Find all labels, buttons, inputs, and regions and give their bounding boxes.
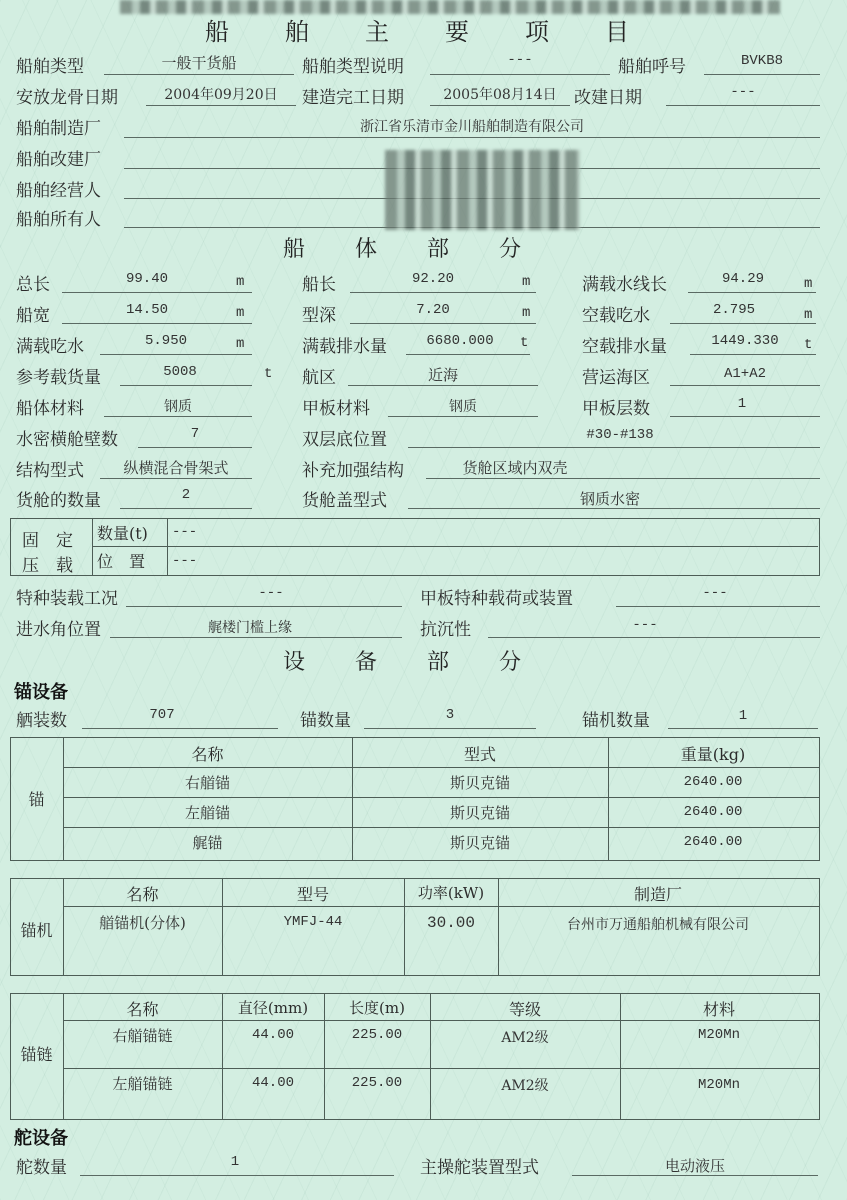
anchor-row-0-type: 斯贝克锚 bbox=[449, 774, 510, 792]
lwl-unit: m bbox=[804, 276, 813, 292]
holds-value: 2 bbox=[181, 487, 191, 503]
built-date-value: 2005年08月14日 bbox=[443, 87, 557, 103]
full-draft-value: 5.950 bbox=[144, 333, 187, 349]
chain-row-0-diameter: 44.00 bbox=[251, 1027, 294, 1043]
full-disp-label: 满载排水量 bbox=[302, 337, 387, 357]
anchor-row-1-weight: 2640.00 bbox=[683, 804, 743, 820]
redaction-blur-names bbox=[385, 150, 580, 230]
ref-cargo-label: 参考载货量 bbox=[16, 368, 101, 388]
outfit-value: 707 bbox=[149, 707, 175, 723]
ref-cargo-value: 5008 bbox=[163, 364, 197, 380]
chain-row-1-diameter: 44.00 bbox=[251, 1075, 294, 1091]
breadth-value: 14.50 bbox=[125, 302, 168, 318]
rudder-count-label: 舵数量 bbox=[16, 1158, 67, 1178]
lpp-value: 92.20 bbox=[411, 271, 454, 287]
light-disp-value: 1449.330 bbox=[711, 333, 779, 349]
reinforce-label: 补充加强结构 bbox=[302, 461, 404, 481]
chain-row-0-length: 225.00 bbox=[351, 1027, 403, 1043]
ballast-qty-label: 数量(t) bbox=[97, 524, 148, 543]
hatch-value: 钢质水密 bbox=[579, 490, 640, 508]
holds-label: 货舱的数量 bbox=[16, 491, 101, 511]
depth-label: 型深 bbox=[302, 306, 336, 326]
chain-col-name: 名称 bbox=[126, 1000, 159, 1019]
rudder-title: 舵设备 bbox=[14, 1128, 68, 1149]
ballast-qty-value: --- bbox=[172, 524, 198, 540]
full-draft-unit: m bbox=[236, 336, 245, 352]
winch-row-model: YMFJ-44 bbox=[283, 914, 343, 930]
lpp-label: 船长 bbox=[302, 275, 336, 295]
nav-area-value: 近海 bbox=[427, 366, 458, 384]
ship-type-desc-label: 船舶类型说明 bbox=[302, 57, 404, 77]
chain-row-1-material: M20Mn bbox=[697, 1077, 740, 1093]
rebuild-date-value: --- bbox=[730, 84, 756, 100]
ref-cargo-unit: t bbox=[264, 366, 273, 382]
deck-layers-value: 1 bbox=[737, 396, 747, 412]
anchor-row-2-type: 斯贝克锚 bbox=[449, 834, 510, 852]
built-date-label: 建造完工日期 bbox=[302, 88, 404, 108]
loa-value: 99.40 bbox=[125, 271, 168, 287]
light-draft-label: 空载吃水 bbox=[582, 306, 650, 326]
breadth-label: 船宽 bbox=[16, 306, 50, 326]
special-load-label: 特种装载工况 bbox=[16, 589, 118, 609]
chain-col-grade: 等级 bbox=[508, 1000, 541, 1019]
unsinkable-label: 抗沉性 bbox=[420, 620, 471, 640]
breadth-unit: m bbox=[236, 305, 245, 321]
ship-type-label: 船舶类型 bbox=[16, 57, 84, 77]
chain-row-0-material: M20Mn bbox=[697, 1027, 740, 1043]
loa-label: 总长 bbox=[16, 275, 50, 295]
ship-type-value: 一般干货船 bbox=[161, 54, 237, 72]
chain-row-1-grade: AM2级 bbox=[501, 1078, 549, 1094]
rebuilder-label: 船舶改建厂 bbox=[16, 150, 101, 170]
deck-layers-label: 甲板层数 bbox=[582, 399, 650, 419]
depth-unit: m bbox=[522, 305, 531, 321]
op-area-label: 营运海区 bbox=[582, 368, 650, 388]
anchor-row-0-weight: 2640.00 bbox=[683, 774, 743, 790]
anchor-row-1-type: 斯贝克锚 bbox=[449, 804, 510, 822]
winch-row-power: 30.00 bbox=[426, 914, 475, 932]
winch-row-maker: 台州市万通船舶机械有限公司 bbox=[567, 917, 749, 933]
full-disp-unit: t bbox=[520, 335, 529, 351]
ship-type-desc-value: --- bbox=[507, 52, 533, 68]
equipment-section-title: 设备部分 bbox=[283, 650, 572, 675]
winch-count-label: 锚机数量 bbox=[582, 711, 650, 731]
winch-table-side: 锚机 bbox=[20, 921, 53, 940]
chain-col-length: 长度(m) bbox=[349, 999, 405, 1017]
special-load-value: --- bbox=[258, 585, 284, 601]
structure-label: 结构型式 bbox=[16, 461, 84, 481]
anchor-col-name: 名称 bbox=[191, 745, 224, 764]
anchor-row-0-name: 右艏锚 bbox=[184, 774, 230, 792]
chain-row-1-length: 225.00 bbox=[351, 1075, 403, 1091]
chain-row-0-grade: AM2级 bbox=[501, 1030, 549, 1046]
anchor-table-side: 锚 bbox=[28, 790, 45, 809]
light-disp-label: 空载排水量 bbox=[582, 337, 667, 357]
depth-value: 7.20 bbox=[416, 302, 450, 318]
bulkheads-label: 水密横舱壁数 bbox=[16, 430, 118, 450]
rudder-gear-value: 电动液压 bbox=[664, 1157, 725, 1175]
anchor-count-label: 锚数量 bbox=[300, 711, 351, 731]
lwl-value: 94.29 bbox=[721, 271, 764, 287]
ballast-pos-label: 位 置 bbox=[97, 552, 146, 571]
operator-label: 船舶经营人 bbox=[16, 181, 101, 201]
reinforce-value: 货舱区域内双壳 bbox=[462, 459, 568, 477]
winch-row-name: 艏锚机(分体) bbox=[99, 914, 186, 932]
anchor-row-1-name: 左艏锚 bbox=[184, 804, 230, 822]
full-disp-value: 6680.000 bbox=[426, 333, 494, 349]
hull-section-title: 船体部分 bbox=[283, 237, 572, 262]
light-draft-unit: m bbox=[804, 307, 813, 323]
deck-special-label: 甲板特种载荷或装置 bbox=[420, 589, 573, 609]
winch-col-model: 型号 bbox=[296, 885, 329, 904]
main-section-title: 船舶主要项目 bbox=[205, 18, 685, 46]
loa-unit: m bbox=[236, 274, 245, 290]
anchor-row-2-weight: 2640.00 bbox=[683, 834, 743, 850]
double-bottom-value: #30-#138 bbox=[586, 427, 654, 443]
keel-date-label: 安放龙骨日期 bbox=[16, 88, 118, 108]
chain-table-side: 锚链 bbox=[20, 1045, 53, 1064]
keel-date-value: 2004年09月20日 bbox=[164, 87, 278, 103]
anchor-col-weight: 重量(kg) bbox=[680, 745, 746, 764]
chain-row-1-name: 左艏锚链 bbox=[112, 1075, 173, 1093]
hull-material-label: 船体材料 bbox=[16, 399, 84, 419]
rudder-gear-label: 主操舵装置型式 bbox=[420, 1158, 539, 1178]
unsinkable-value: --- bbox=[632, 617, 658, 633]
bulkheads-value: 7 bbox=[190, 426, 200, 442]
deck-material-value: 钢质 bbox=[449, 399, 477, 415]
lwl-label: 满载水线长 bbox=[582, 275, 667, 295]
hull-material-value: 钢质 bbox=[164, 399, 192, 415]
rudder-count-value: 1 bbox=[230, 1154, 240, 1170]
call-sign-value: BVKB8 bbox=[740, 53, 783, 69]
anchor-row-2-name: 艉锚 bbox=[192, 834, 223, 852]
winch-col-name: 名称 bbox=[126, 885, 159, 904]
light-disp-unit: t bbox=[804, 337, 813, 353]
lpp-unit: m bbox=[522, 274, 531, 290]
double-bottom-label: 双层底位置 bbox=[302, 430, 387, 450]
chain-col-material: 材料 bbox=[702, 1000, 735, 1019]
outfit-label: 舾装数 bbox=[16, 711, 67, 731]
ballast-left-top: 固 定 bbox=[22, 531, 73, 551]
flood-angle-value: 艉楼门槛上缘 bbox=[208, 620, 292, 636]
light-draft-value: 2.795 bbox=[712, 302, 755, 318]
anchor-count-value: 3 bbox=[445, 707, 455, 723]
ballast-pos-value: --- bbox=[172, 553, 198, 569]
nav-area-label: 航区 bbox=[302, 368, 336, 388]
ballast-left-bottom: 压 载 bbox=[22, 556, 73, 576]
deck-special-value: --- bbox=[702, 585, 728, 601]
chain-col-diameter: 直径(mm) bbox=[237, 999, 309, 1017]
call-sign-label: 船舶呼号 bbox=[618, 57, 686, 77]
owner-label: 船舶所有人 bbox=[16, 210, 101, 230]
builder-value: 浙江省乐清市金川船舶制造有限公司 bbox=[360, 119, 584, 135]
full-draft-label: 满载吃水 bbox=[16, 337, 84, 357]
rebuild-date-label: 改建日期 bbox=[574, 88, 642, 108]
anchor-col-type: 型式 bbox=[463, 745, 496, 764]
structure-value: 纵横混合骨架式 bbox=[123, 459, 229, 477]
builder-label: 船舶制造厂 bbox=[16, 119, 101, 139]
hatch-label: 货舱盖型式 bbox=[302, 491, 387, 511]
chain-row-0-name: 右艏锚链 bbox=[112, 1027, 173, 1045]
winch-col-power: 功率(kW) bbox=[417, 884, 485, 902]
flood-angle-label: 进水角位置 bbox=[16, 620, 101, 640]
winch-col-maker: 制造厂 bbox=[633, 885, 682, 904]
deck-material-label: 甲板材料 bbox=[302, 399, 370, 419]
anchor-title: 锚设备 bbox=[14, 682, 68, 703]
winch-count-value: 1 bbox=[738, 708, 748, 724]
op-area-value: A1+A2 bbox=[723, 366, 766, 382]
